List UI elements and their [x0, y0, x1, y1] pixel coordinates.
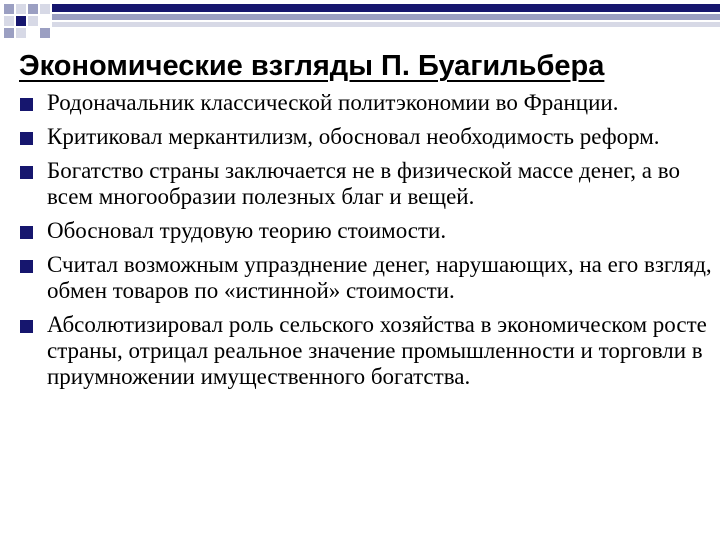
- bullet-text: Родоначальник классической политэкономии во Франции.: [47, 90, 619, 115]
- bullet-text: Богатство страны заключается не в физической массе денег, а во всем многообразии полезных благ и вещей.: [47, 158, 680, 209]
- square-bullet-icon: [20, 166, 33, 179]
- bullet-item: [0, 158, 720, 210]
- bullet-item: [0, 90, 720, 116]
- checker-square: [28, 4, 38, 14]
- bullet-text: Критиковал меркантилизм, обосновал необходимость реформ.: [47, 124, 660, 149]
- checker-square: [4, 28, 14, 38]
- bullet-item: [0, 218, 720, 244]
- square-bullet-icon: [20, 132, 33, 145]
- bullet-list: [0, 90, 720, 398]
- checker-square: [4, 4, 14, 14]
- square-bullet-icon: [20, 320, 33, 333]
- checker-square: [4, 16, 14, 26]
- checker-square: [16, 16, 26, 26]
- checker-square: [16, 28, 26, 38]
- square-bullet-icon: [20, 98, 33, 111]
- header-bar-middle: [52, 14, 720, 20]
- bullet-text: Считал возможным упразднение денег, нарушающих, на его взгляд, обмен товаров по «истинной» стоимости.: [47, 252, 712, 303]
- bullet-item: [0, 252, 720, 304]
- bullet-item: [0, 124, 720, 150]
- checker-square: [16, 4, 26, 14]
- square-bullet-icon: [20, 260, 33, 273]
- square-bullet-icon: [20, 226, 33, 239]
- checker-square: [28, 16, 38, 26]
- bullet-text: Абсолютизировал роль сельского хозяйства в экономическом росте страны, отрицал реальное значение промышленности и торговли в приумножении имущественного богатства.: [47, 312, 707, 389]
- checker-square: [40, 28, 50, 38]
- bullet-item: [0, 312, 720, 390]
- header-bar-top: [52, 4, 720, 12]
- checker-squares: [4, 4, 50, 38]
- checker-square: [40, 4, 50, 14]
- slide-title: Экономические взгляды П. Буагильбера: [19, 50, 605, 82]
- header-bar-bottom: [52, 22, 720, 27]
- checkered-header-decoration: [0, 0, 720, 40]
- bullet-text: Обосновал трудовую теорию стоимости.: [47, 218, 447, 243]
